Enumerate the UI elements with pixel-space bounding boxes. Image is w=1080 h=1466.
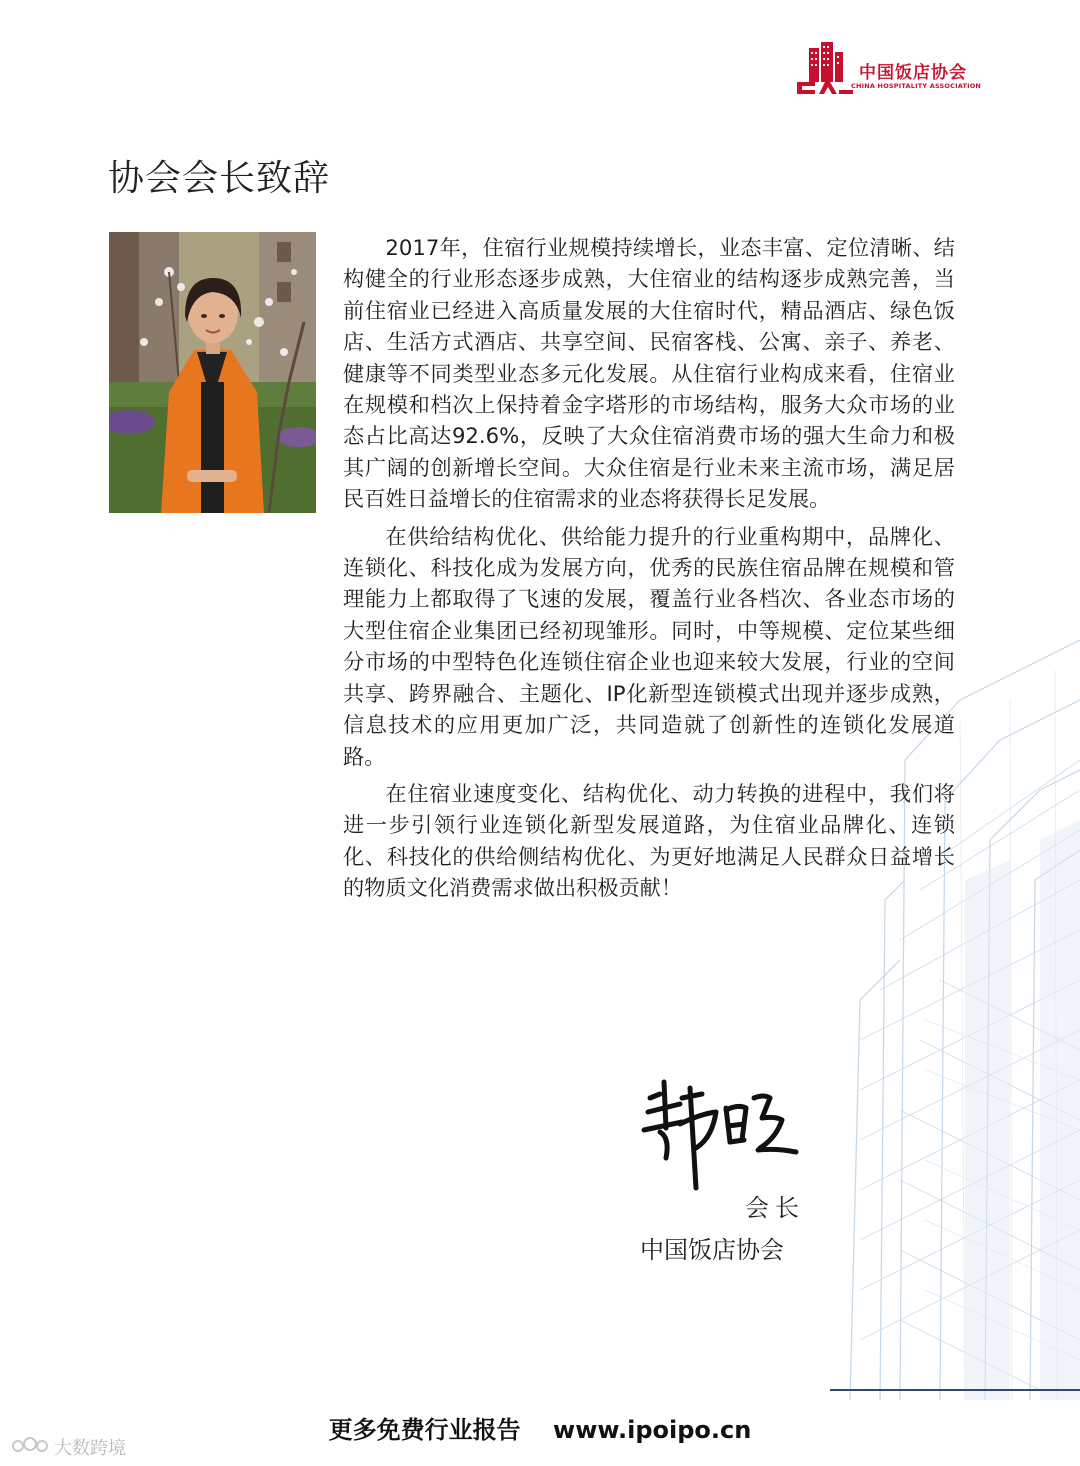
watermark-text: 大数跨境	[54, 1438, 126, 1459]
association-logo	[795, 38, 1000, 98]
brand-logo-icon	[10, 1432, 50, 1458]
president-portrait-photo	[109, 232, 316, 513]
association-name-logo: 中国饭店协会	[859, 63, 967, 83]
speech-paragraph: 2017年，住宿行业规模持续增长，业态丰富、定位清晰、结构健全的行业形态逐步成熟，大住宿业的结构逐步成熟完善，当前住宿业已经进入高质量发展的大住宿时代，精品酒店、绿色饭店、生活方式酒店、共享空间、民宿客栈、公寓、亲子、养老、健康等不同类型业态多元化发展。从住宿行业构成来看，住宿业在规模和档次上保持着金字塔形的市场结构，服务大众市场的业态占比高达92.6%，反映了大众住宿消费市场的强大生命力和极其广阔的创新增长空间。大众住宿是行业未来主流市场，满足居民百姓日益增长的住宿需求的业态将获得长足发展。	[343, 235, 955, 512]
page-title: 协会会长致辞	[108, 158, 331, 199]
handwritten-signature	[630, 1068, 820, 1208]
association-name-en: CHINA HOSPITALITY ASSOCIATION	[851, 82, 982, 90]
speech-body	[343, 232, 955, 910]
speech-paragraph: 在住宿业速度变化、结构优化、动力转换的进程中，我们将进一步引领行业连锁化新型发展道路，为住宿业品牌化、连锁化、科技化的供给侧结构优化、为更好地满足人民群众日益增长的物质文化消费需求做出积极贡献！	[343, 780, 955, 901]
footer-banner	[0, 1410, 1080, 1445]
signatory-title: 会长	[745, 1194, 805, 1222]
signatory-organization: 中国饭店协会	[640, 1236, 784, 1264]
watermark	[10, 1432, 150, 1460]
footer-slogan: 更多免费行业报告	[328, 1416, 521, 1444]
speech-paragraph: 在供给结构优化、供给能力提升的行业重构期中，品牌化、连锁化、科技化成为发展方向，优秀的民族住宿品牌在规模和管理能力上都取得了飞速的发展，覆盖行业各档次、各业态市场的大型住宿企业集团已经初现雏形。同时，中等规模、定位某些细分市场的中型特色化连锁住宿企业也迎来较大发展，行业的空间共享、跨界融合、主题化、IP化新型连锁模式出现并逐步成熟，信息技术的应用更加广泛，共同造就了创新性的连锁化发展道路。	[343, 523, 955, 769]
footer-url-link[interactable]: www.ipoipo.cn	[553, 1416, 752, 1444]
association-emblem-icon	[795, 38, 855, 98]
